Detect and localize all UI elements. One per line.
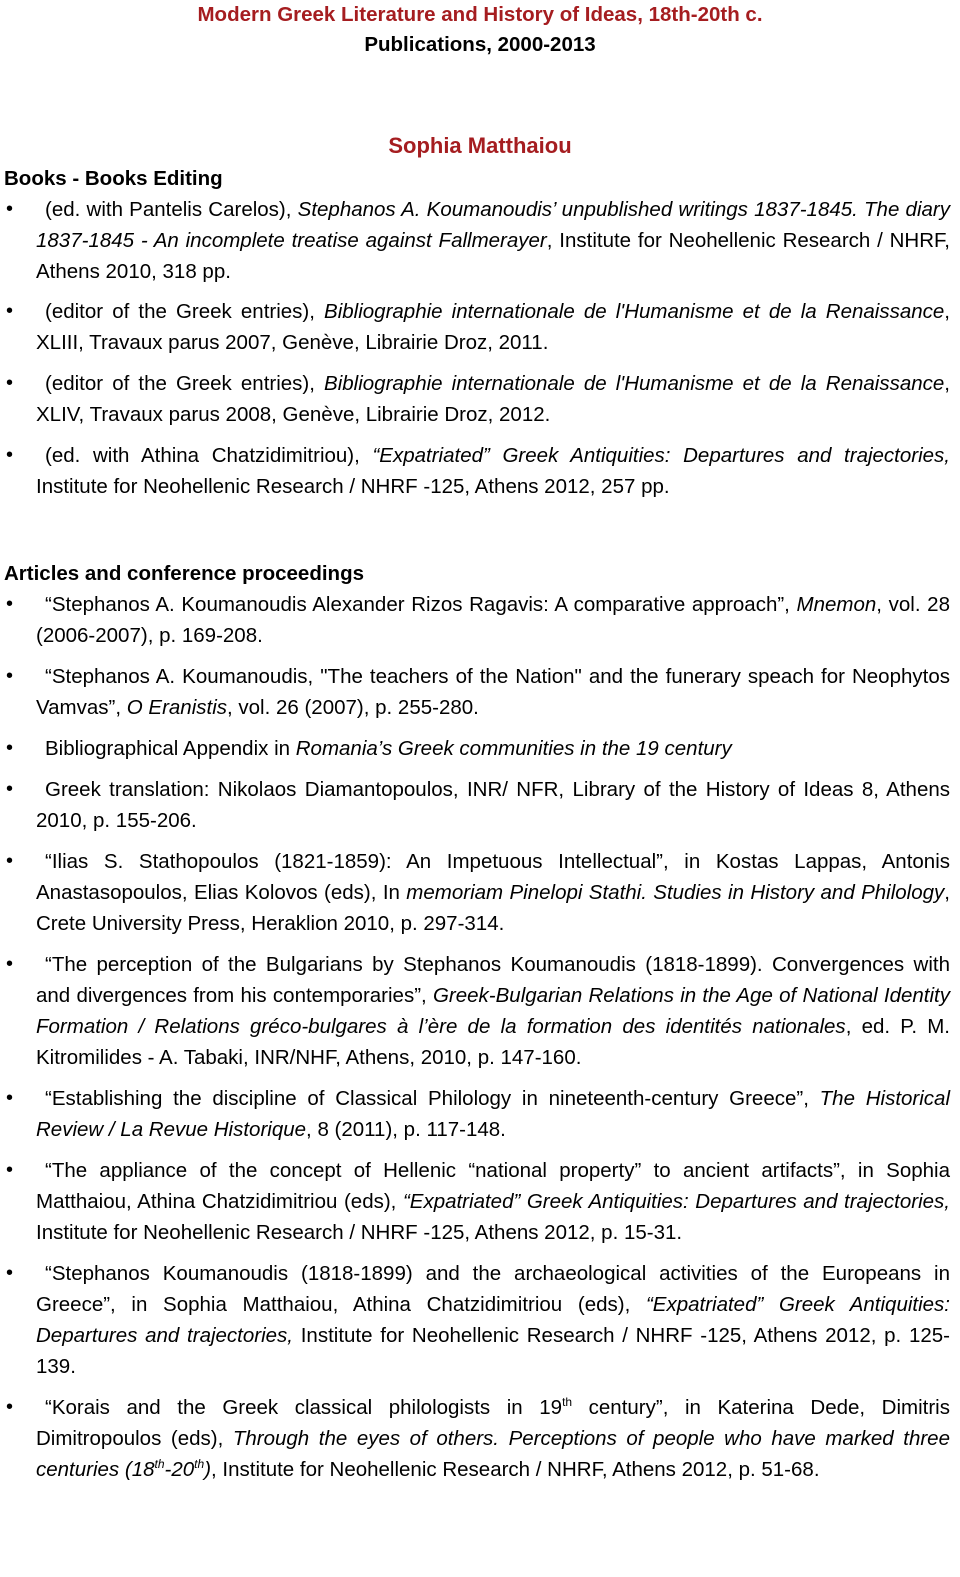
list-item: • (editor of the Greek entries), Bibliographie internationale de l'Humanisme et de la Renaissance, XLIV, Travaux parus 2008, Genève, Librairie Droz, 2012. <box>0 368 960 430</box>
list-item: • “Ilias S. Stathopoulos (1821-1859): An Impetuous Intellectual”, in Kostas Lappas, Antonis Anastasopoulos, Elias Kolovos (eds), In memoriam Pinelopi Stathi. Studies in History and Philology, Crete University Press, Heraklion 2010, p. 297-314. <box>0 846 960 939</box>
books-section-title: Books - Books Editing <box>4 167 223 190</box>
list-item: • “Stephanos A. Koumanoudis Alexander Rizos Ragavis: A comparative approach”, Mnemon, vol. 28 (2006-2007), p. 169-208. <box>0 589 960 651</box>
header-title: Modern Greek Literature and History of Ideas, 18th-20th c. <box>197 3 763 26</box>
list-item: • “The perception of the Bulgarians by Stephanos Koumanoudis (1818-1899). Convergences with and divergences from his contemporaries”, Greek-Bulgarian Relations in the Age of National Identity Formation / Relations gréco-bulgares à l’ère de la formation des identités nationales, ed. P. M. Kitromilides - A. Tabaki, INR/NHF, Athens, 2010, p. 147-160. <box>0 949 960 1073</box>
list-item: • “Stephanos A. Koumanoudis, "The teachers of the Nation" and the funerary speach for Neophytos Vamvas”, O Eranistis, vol. 26 (2007), p. 255-280. <box>0 661 960 723</box>
list-item: • (editor of the Greek entries), Bibliographie internationale de l'Humanisme et de la Renaissance, XLIII, Travaux parus 2007, Genève, Librairie Droz, 2011. <box>0 296 960 358</box>
list-item: • “Establishing the discipline of Classical Philology in nineteenth-century Greece”, The Historical Review / La Revue Historique, 8 (2011), p. 117-148. <box>0 1083 960 1145</box>
articles-section-title: Articles and conference proceedings <box>4 562 365 585</box>
list-item: • (ed. with Pantelis Carelos), Stephanos A. Koumanoudis’ unpublished writings 1837-1845. The diary 1837-1845 - An incomplete treatise against Fallmerayer, Institute for Neohellenic Research / NHRF, Athens 2010, 318 pp. <box>0 194 960 287</box>
list-item: • Greek translation: Nikolaos Diamantopoulos, INR/ NFR, Library of the History of Ideas 8, Athens 2010, p. 155-206. <box>0 774 960 836</box>
list-item: • “The appliance of the concept of Hellenic “national property” to ancient artifacts”, in Sophia Matthaiou, Athina Chatzidimitriou (eds), “Expatriated” Greek Antiquities: Departures and trajectories, Institute for Neohellenic Research / NHRF -125, Athens 2012, p. 15-31. <box>0 1155 960 1248</box>
articles-list <box>0 589 960 1485</box>
list-item: • “Stephanos Koumanoudis (1818-1899) and the archaeological activities of the Europeans in Greece”, in Sophia Matthaiou, Athina Chatzidimitriou (eds), “Expatriated” Greek Antiquities: Departures and trajectories, Institute for Neohellenic Research / NHRF -125, Athens 2012, p. 125-139. <box>0 1258 960 1382</box>
books-list <box>0 194 960 502</box>
document-header <box>0 0 960 60</box>
list-item: • Bibliographical Appendix in Romania’s Greek communities in the 19 century <box>0 733 960 764</box>
header-subtitle: Publications, 2000-2013 <box>364 33 596 56</box>
author-name: Sophia Matthaiou <box>388 133 572 158</box>
list-item: • (ed. with Athina Chatzidimitriou), “Expatriated” Greek Antiquities: Departures and trajectories, Institute for Neohellenic Research / NHRF -125, Athens 2012, 257 pp. <box>0 440 960 502</box>
list-item: • “Korais and the Greek classical philologists in 19th century”, in Katerina Dede, Dimitris Dimitropoulos (eds), Through the eyes of others. Perceptions of people who have marked three centuries (18th-20th), Institute for Neohellenic Research / NHRF, Athens 2012, p. 51-68. <box>0 1392 960 1485</box>
